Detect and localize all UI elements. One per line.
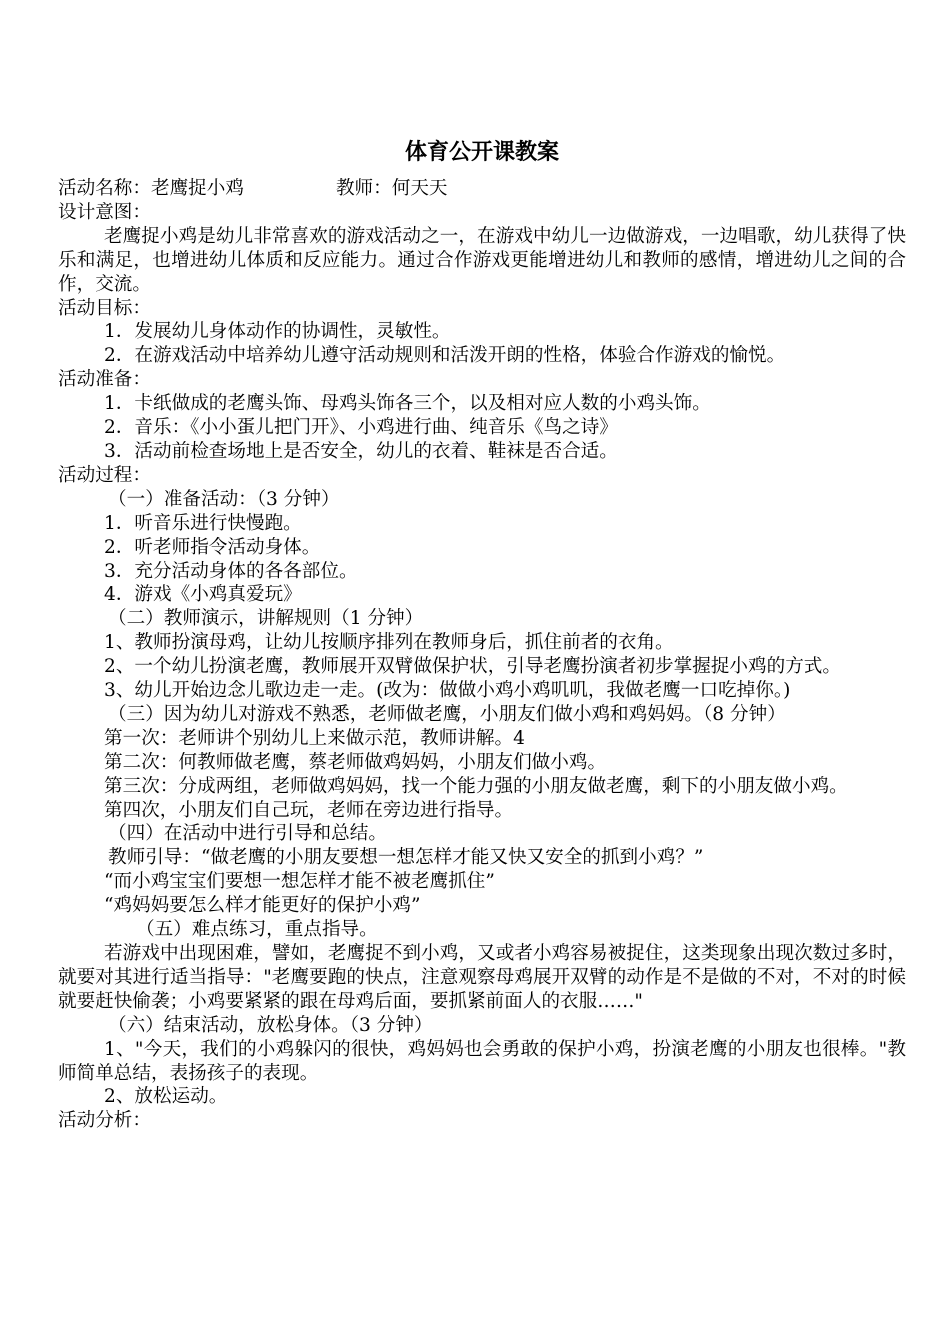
section-1-item: 3．充分活动身体的各各部位。 [104,560,358,582]
section-4-guide: “鸡妈妈要怎么样才能更好的保护小鸡” [104,895,421,917]
prep-heading: 活动准备： [58,369,151,391]
section-3-round: 第二次：何教师做老鹰，蔡老师做鸡妈妈，小朋友们做小鸡。 [104,751,607,773]
design-intent-paragraph: 老鹰捉小鸡是幼儿非常喜欢的游戏活动之一，在游戏中幼儿一边做游戏，一边唱歌，幼儿获得了快乐和满足，也增进幼儿体质和反应能力。通过合作游戏更能增进幼儿和教师的感情，增进幼儿之间的合作，交流。 [58,225,906,295]
section-3-round: 第四次，小朋友们自己玩，老师在旁边进行指导。 [104,799,514,821]
analysis-heading: 活动分析： [58,1110,151,1132]
section-1-item: 4．游戏《小鸡真爱玩》 [104,584,302,606]
activity-info-line [58,177,906,201]
section-5-heading: （五）难点练习，重点指导。 [136,919,378,941]
section-4-guide: “而小鸡宝宝们要想一想怎样才能不被老鹰抓住” [104,871,495,893]
section-5-paragraph: 若游戏中出现困难，譬如，老鹰捉不到小鸡，又或者小鸡容易被捉住，这类现象出现次数过多时，就要对其进行适当指导："老鹰要跑的快点，注意观察母鸡展开双臂的动作是不是做的不对，不对的时候就要赶快偷袭；小鸡要紧紧的跟在母鸡后面，要抓紧前面人的衣服……" [58,943,906,1012]
activity-name: 活动名称：老鹰捉小鸡 [58,178,244,199]
section-1-heading: （一）准备活动：（3 分钟） [108,488,340,510]
section-3-round: 第一次：老师讲个别幼儿上来做示范，教师讲解。4 [104,727,525,749]
section-2-heading: （二）教师演示，讲解规则（1 分钟） [108,608,424,630]
goal-item: 1．发展幼儿身体动作的协调性，灵敏性。 [104,321,451,343]
section-6-item: 1、"今天，我们的小鸡躲闪的很快，鸡妈妈也会勇敢的保护小鸡，扮演老鹰的小朋友也很棒。"教师简单总结，表扬孩子的表现。 [58,1038,906,1084]
section-2-item: 2、一个幼儿扮演老鹰，教师展开双臂做保护状，引导老鹰扮演者初步掌握捉小鸡的方式。 [104,656,841,678]
section-6-item: 2、放松运动。 [104,1086,228,1108]
teacher-name: 教师：何天天 [335,178,448,199]
section-6-heading: （六）结束活动，放松身体。（3 分钟） [108,1014,433,1036]
section-4-guide: 教师引导：“做老鹰的小朋友要想一想怎样才能又快又安全的抓到小鸡？” [108,847,704,869]
section-2-item: 1、教师扮演母鸡，让幼儿按顺序排列在教师身后，抓住前者的衣角。 [104,632,674,654]
prep-item: 1．卡纸做成的老鹰头饰、母鸡头饰各三个，以及相对应人数的小鸡头饰。 [104,393,711,415]
section-2-item: 3、幼儿开始边念儿歌边走一走。(改为：做做小鸡小鸡叽叽，我做老鹰一口吃掉你。) [104,680,791,702]
document-title: 体育公开课教案 [404,140,559,165]
section-3-heading: （三）因为幼儿对游戏不熟悉，老师做老鹰，小朋友们做小鸡和鸡妈妈。（8 分钟） [108,703,786,725]
design-intent-heading: 设计意图： [58,201,151,223]
section-4-heading: （四）在活动中进行引导和总结。 [108,823,387,845]
document-page [58,133,906,1133]
prep-item: 2．音乐：《小小蛋儿把门开》、小鸡进行曲、纯音乐《鸟之诗》 [104,417,618,439]
section-1-item: 1．听音乐进行快慢跑。 [104,512,302,534]
section-3-round: 第三次：分成两组，老师做鸡妈妈，找一个能力强的小朋友做老鹰，剩下的小朋友做小鸡。 [104,775,848,797]
goals-heading: 活动目标： [58,297,151,319]
process-heading: 活动过程： [58,464,151,486]
section-1-item: 2．听老师指令活动身体。 [104,536,321,558]
prep-item: 3．活动前检查场地上是否安全，幼儿的衣着、鞋袜是否合适。 [104,440,618,462]
goal-item: 2．在游戏活动中培养幼儿遵守活动规则和活泼开朗的性格，体验合作游戏的愉悦。 [104,345,786,367]
